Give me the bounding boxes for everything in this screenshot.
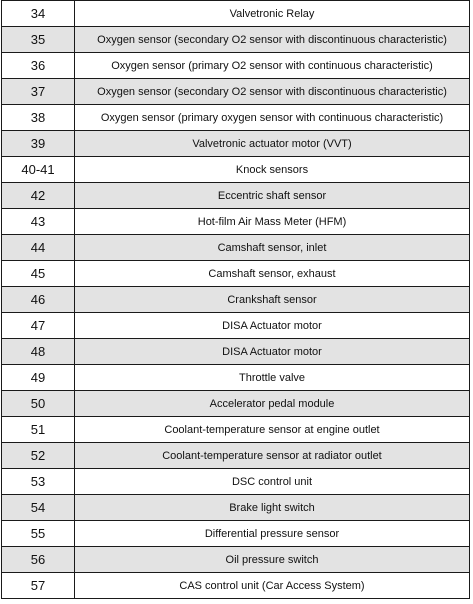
- table-row: [2, 131, 470, 157]
- table-row: [2, 27, 470, 53]
- component-description-cell: Throttle valve: [75, 365, 470, 391]
- component-number-cell: 42: [2, 183, 75, 209]
- component-number-cell: 37: [2, 79, 75, 105]
- table-row: [2, 469, 470, 495]
- component-description-cell: Oxygen sensor (secondary O2 sensor with discontinuous characteristic): [75, 79, 470, 105]
- table-row: [2, 365, 470, 391]
- table-row: [2, 443, 470, 469]
- table-row: [2, 105, 470, 131]
- table-row: [2, 313, 470, 339]
- table-row: [2, 53, 470, 79]
- component-description-cell: DSC control unit: [75, 469, 470, 495]
- component-description-cell: Crankshaft sensor: [75, 287, 470, 313]
- table-row: [2, 183, 470, 209]
- component-number-cell: 36: [2, 53, 75, 79]
- component-description-cell: Oil pressure switch: [75, 547, 470, 573]
- component-number-cell: 50: [2, 391, 75, 417]
- component-number-cell: 47: [2, 313, 75, 339]
- component-description-cell: Camshaft sensor, inlet: [75, 235, 470, 261]
- component-number-cell: 38: [2, 105, 75, 131]
- component-number-cell: 55: [2, 521, 75, 547]
- table-row: [2, 547, 470, 573]
- component-description-cell: Brake light switch: [75, 495, 470, 521]
- component-number-cell: 48: [2, 339, 75, 365]
- component-number-cell: 49: [2, 365, 75, 391]
- component-description-cell: DISA Actuator motor: [75, 313, 470, 339]
- component-number-cell: 43: [2, 209, 75, 235]
- table-row: [2, 261, 470, 287]
- legend-table-body: [2, 1, 470, 599]
- table-row: [2, 209, 470, 235]
- component-description-cell: Valvetronic actuator motor (VVT): [75, 131, 470, 157]
- component-number-cell: 34: [2, 1, 75, 27]
- component-description-cell: Valvetronic Relay: [75, 1, 470, 27]
- component-number-cell: 39: [2, 131, 75, 157]
- component-number-cell: 52: [2, 443, 75, 469]
- table-row: [2, 417, 470, 443]
- component-number-cell: 45: [2, 261, 75, 287]
- component-description-cell: Oxygen sensor (secondary O2 sensor with discontinuous characteristic): [75, 27, 470, 53]
- table-row: [2, 573, 470, 599]
- component-legend-table: [1, 0, 470, 599]
- component-description-cell: DISA Actuator motor: [75, 339, 470, 365]
- component-description-cell: CAS control unit (Car Access System): [75, 573, 470, 599]
- table-row: [2, 157, 470, 183]
- table-row: [2, 79, 470, 105]
- component-description-cell: Accelerator pedal module: [75, 391, 470, 417]
- component-number-cell: 40-41: [2, 157, 75, 183]
- component-description-cell: Differential pressure sensor: [75, 521, 470, 547]
- table-row: [2, 391, 470, 417]
- component-description-cell: Oxygen sensor (primary oxygen sensor with continuous characteristic): [75, 105, 470, 131]
- component-number-cell: 51: [2, 417, 75, 443]
- table-row: [2, 1, 470, 27]
- component-description-cell: Knock sensors: [75, 157, 470, 183]
- table-row: [2, 495, 470, 521]
- component-description-cell: Coolant-temperature sensor at engine outlet: [75, 417, 470, 443]
- component-description-cell: Eccentric shaft sensor: [75, 183, 470, 209]
- component-number-cell: 57: [2, 573, 75, 599]
- table-row: [2, 287, 470, 313]
- component-number-cell: 54: [2, 495, 75, 521]
- component-description-cell: Camshaft sensor, exhaust: [75, 261, 470, 287]
- component-number-cell: 44: [2, 235, 75, 261]
- component-number-cell: 53: [2, 469, 75, 495]
- component-description-cell: Oxygen sensor (primary O2 sensor with continuous characteristic): [75, 53, 470, 79]
- component-number-cell: 35: [2, 27, 75, 53]
- table-row: [2, 521, 470, 547]
- table-row: [2, 339, 470, 365]
- component-description-cell: Hot-film Air Mass Meter (HFM): [75, 209, 470, 235]
- component-number-cell: 46: [2, 287, 75, 313]
- table-row: [2, 235, 470, 261]
- component-number-cell: 56: [2, 547, 75, 573]
- component-description-cell: Coolant-temperature sensor at radiator outlet: [75, 443, 470, 469]
